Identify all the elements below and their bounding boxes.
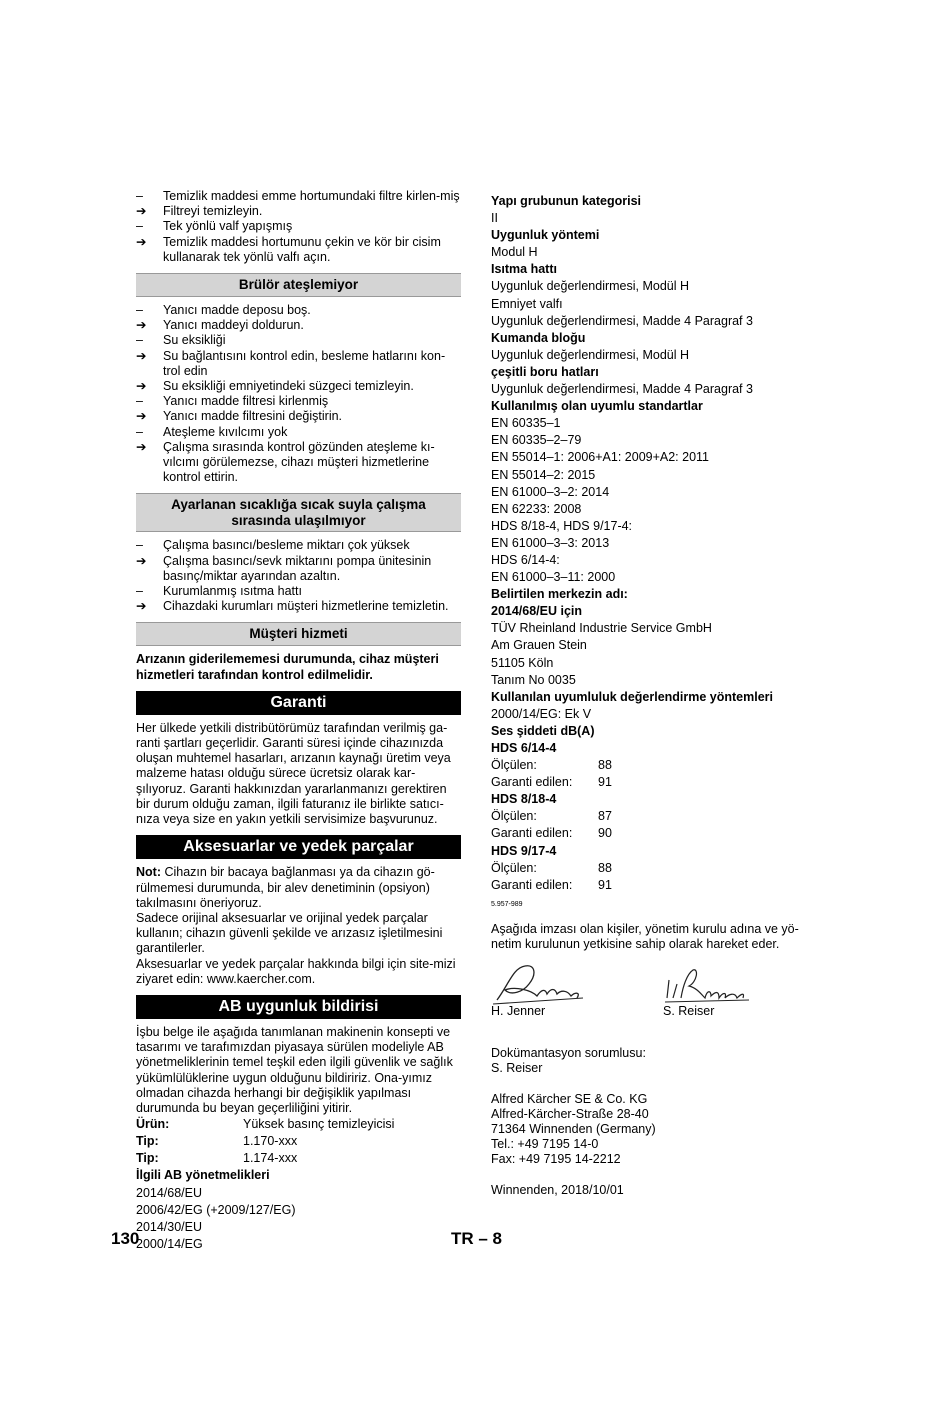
list-item-text: Su eksikliği [163,333,226,348]
declaration-details [491,193,821,740]
temperature-troubleshooting-list [136,538,461,614]
directives-list [136,1185,461,1253]
list-item-text: Çalışma basıncı/sevk miktarını pompa ünitesinin basınç/miktar ayarından azaltın. [163,553,432,583]
spacer [491,1168,821,1183]
company-address-line: Tel.: +49 7195 14-0 [491,1137,599,1152]
dash-marker: – [136,189,143,203]
sound-value: 88 [598,758,612,773]
dash-marker: – [136,584,143,599]
sound-guaranteed-row [491,825,821,842]
arrow-icon: ➔ [136,553,147,568]
detail-line: Uygunluk değerlendirmesi, Modül H [491,347,690,362]
document-number: 5.957-989 [491,900,523,908]
sound-model: HDS 6/14-4 [491,741,557,755]
type-label: Tip: [136,1134,159,1149]
section-heading-customer-service: Müşteri hizmeti [136,622,461,646]
detail-line: Modul H [491,245,538,260]
product-value: Yüksek basınç temizleyicisi [243,1117,395,1132]
section-heading-burner: Brülör ateşlemiyor [136,273,461,297]
accessories-note [136,865,461,911]
warranty-text: Her ülkede yetkili distribütörümüz tarafından verilmiş ga-ranti şartları geçerlidir. Garanti süresi içinde cihazınızda oluşan muhtemel hasarları, arızanın kaynağı üretim veya malzeme hatası olduğu sürece ücretsiz olarak kar-şılıyoruz. Garanti hakkınızdan yararlanmanızı gerektiren bir durum olduğu zaman, ilgili faturanız ile birlikte satıcı-nıza veya size en yakın yetkili servisimize başvurunuz. [136,720,451,827]
arrow-icon: ➔ [136,234,147,249]
directive-item: 2000/14/EG [136,1236,203,1251]
spacer [491,1022,821,1046]
arrow-icon: ➔ [136,409,147,424]
sound-label: Garanti edilen: [491,877,573,892]
sound-model: HDS 8/18-4 [491,792,557,807]
list-item [136,303,461,318]
burner-troubleshooting-list [136,303,461,485]
spacer [491,1077,821,1092]
sound-measured-row [491,757,821,774]
detail-line: Uygunluk değerlendirmesi, Madde 4 Paragraf 3 [491,313,753,328]
sound-guaranteed-row [491,877,821,894]
list-item [136,538,461,553]
detail-line: TÜV Rheinland Industrie Service GmbH [491,621,712,636]
list-item [136,349,461,379]
signer-reiser-name: S. Reiser [663,1004,715,1019]
list-item [136,219,461,234]
list-item-text: Ateşleme kıvılcımı yok [163,424,288,439]
detail-line: EN 61000–3–3: 2013 [491,535,610,550]
sound-label: Ölçülen: [491,809,537,824]
list-item [136,379,461,394]
dash-marker: – [136,303,143,318]
signatures [491,960,821,1022]
place-date: Winnenden, 2018/10/01 [491,1182,624,1197]
arrow-icon: ➔ [136,379,147,394]
list-item [136,333,461,348]
sound-guaranteed-row [491,774,821,791]
list-item [136,584,461,599]
page-number: 130 [111,1229,140,1248]
sound-value: 91 [598,775,612,790]
dash-marker: – [136,538,143,553]
detail-heading: Kullanılmış olan uyumlu standartlar [491,399,703,414]
detail-heading: Kumanda bloğu [491,330,586,345]
list-item-text: Çalışma basıncı/besleme miktarı çok yüksek [163,538,410,553]
accessories-paragraph: Sadece orijinal aksesuarlar ve orijinal yedek parçalar kullanın; cihazın güvenli şekilde ve arızasız işletilmesini garantilerler. [136,910,443,956]
detail-line: HDS 8/18-4, HDS 9/17-4: [491,518,633,533]
sound-level-list [491,740,821,894]
list-item-text: Yanıcı madde deposu boş. [163,303,311,318]
list-item-text: Yanıcı madde filtresi kirlenmiş [163,394,329,409]
list-item-text: Yanıcı maddeyi doldurun. [163,318,304,333]
detail-heading: Uygunluk yöntemi [491,228,600,243]
note-label: Not: [136,865,161,880]
list-item-text: Temizlik maddesi hortumunu çekin ve kör bir cisim kullanarak tek yönlü valfı açın. [163,234,441,264]
directive-item: 2014/68/EU [136,1185,203,1200]
note-text: Cihazın bir bacaya bağlanması ya da cihazın gö-rülmemesi durumunda, bir alev denetiminin (opsiyon) takılmasını öneriyoruz. [136,865,435,910]
list-item [136,599,461,614]
directive-item: 2014/30/EU [136,1219,203,1234]
directive-item: 2006/42/EG (+2009/127/EG) [136,1202,296,1217]
detail-line: EN 61000–3–2: 2014 [491,484,610,499]
type-row-1 [136,1133,461,1150]
list-item [136,440,461,486]
detail-heading: çeşitli boru hatları [491,364,599,379]
type-row-2 [136,1150,461,1167]
type-value: 1.170-xxx [243,1134,298,1149]
list-item-text: Tek yönlü valf yapışmış [163,219,293,234]
signature-reiser-graphic [663,960,753,1006]
sound-label: Garanti edilen: [491,775,573,790]
section-heading-temperature: Ayarlanan sıcaklığa sıcak suyla çalışma sırasında ulaşılmıyor [136,493,461,532]
arrow-icon: ➔ [136,204,147,219]
detail-line: II [491,211,498,226]
detail-line: Emniyet valfı [491,296,563,311]
sound-label: Garanti edilen: [491,826,573,841]
list-item-text: Cihazdaki kurumları müşteri hizmetlerine temizletin. [163,599,449,614]
company-address-line: 71364 Winnenden (Germany) [491,1122,656,1137]
detail-line: Uygunluk değerlendirmesi, Madde 4 Paragraf 3 [491,382,753,397]
detail-line: 51105 Köln [491,655,554,670]
detail-line: EN 55014–2: 2015 [491,467,596,482]
list-item-text: Temizlik maddesi emme hortumundaki filtre kirlen-miş [163,189,460,203]
detail-line: 2000/14/EG: Ek V [491,706,592,721]
list-item [136,204,461,219]
company-address-line: Alfred-Kärcher-Straße 28-40 [491,1106,649,1121]
sound-label: Ölçülen: [491,860,537,875]
detail-line: EN 62233: 2008 [491,501,582,516]
signers-note: Aşağıda imzası olan kişiler, yönetim kurulu adına ve yö-netim kurulunun yetkisine sahip olarak hareket eder. [491,921,799,952]
customer-service-text: Arızanın giderilememesi durumunda, cihaz müşteri hizmetleri tarafından kontrol edilmelidir. [136,652,439,682]
section-heading-eu-declaration: AB uygunluk bildirisi [136,995,461,1019]
section-code: TR – 8 [451,1229,503,1248]
list-item [136,409,461,424]
sound-measured-row [491,808,821,825]
detail-line: EN 60335–2–79 [491,433,582,448]
right-column [491,193,821,1198]
list-item-text: Filtreyi temizleyin. [163,204,263,219]
sound-value: 91 [598,877,612,892]
eu-declaration-text: İşbu belge ile aşağıda tanımlanan makinenin konsepti ve tasarımı ve tarafımızdan piyasaya sürülen modeliyle AB yönetmeliklerinin temel teşkil eden ilgili güvenlik ve sağlık yükümlülüklerine uygun olduğunu bildiririz. Ona-yımız olmadan cihazda herhangi bir değişiklik yapılması durumunda bu beyan geçerliliğini yitirir. [136,1024,453,1115]
type-value: 1.174-xxx [243,1151,298,1166]
arrow-icon: ➔ [136,348,147,363]
company-address [491,1092,821,1168]
dash-marker: – [136,394,143,409]
detail-line: EN 55014–1: 2006+A1: 2009+A2: 2011 [491,450,710,465]
dash-marker: – [136,333,143,348]
intro-troubleshooting-list [136,189,461,265]
detail-line: EN 60335–1 [491,416,561,431]
dash-marker: – [136,424,143,439]
detail-heading: Belirtilen merkezin adı: [491,587,628,602]
product-label: Ürün: [136,1117,170,1132]
arrow-icon: ➔ [136,318,147,333]
sound-value: 87 [598,809,612,824]
list-item [136,394,461,409]
list-item [136,318,461,333]
signature-jenner [491,960,591,1019]
accessories-website-paragraph: Aksesuarlar ve yedek parçalar hakkında bilgi için site-mizi ziyaret edin: www.kaercher.com. [136,956,456,986]
signature-jenner-graphic [491,960,591,1006]
sound-measured-row [491,860,821,877]
detail-line: Am Grauen Stein [491,638,587,653]
sound-value: 90 [598,826,612,841]
doc-responsible-label: Dokümantasyon sorumlusu: [491,1046,646,1061]
list-item [136,425,461,440]
company-address-line: Fax: +49 7195 14-2212 [491,1152,621,1167]
arrow-icon: ➔ [136,599,147,614]
dash-marker: – [136,219,143,234]
sound-value: 88 [598,860,612,875]
detail-heading: Yapı grubunun kategorisi [491,194,642,208]
list-item-text: Çalışma sırasında kontrol gözünden ateşleme kı-vılcımı görülemezse, cihazı müşteri hizmetlerine kontrol ettirin. [163,439,435,485]
detail-line: Uygunluk değerlendirmesi, Modül H [491,279,690,294]
sound-model: HDS 9/17-4 [491,843,557,858]
signer-jenner-name: H. Jenner [491,1004,546,1019]
signature-reiser [663,960,753,1019]
section-heading-accessories: Aksesuarlar ve yedek parçalar [136,835,461,859]
detail-heading: 2014/68/EU için [491,604,583,619]
directives-title: İlgili AB yönetmelikleri [136,1168,270,1183]
detail-line: HDS 6/14-4: [491,552,560,567]
type-label: Tip: [136,1151,159,1166]
list-item-text: Su bağlantısını kontrol edin, besleme hatlarını kon-trol edin [163,348,446,378]
list-item [136,235,461,265]
left-column [136,189,461,1253]
detail-line: EN 61000–3–11: 2000 [491,570,616,585]
list-item-text: Su eksikliği emniyetindeki süzgeci temizleyin. [163,379,414,394]
product-row [136,1116,461,1133]
section-heading-warranty: Garanti [136,691,461,715]
doc-responsible-name: S. Reiser [491,1061,543,1076]
company-address-line: Alfred Kärcher SE & Co. KG [491,1091,648,1106]
detail-heading: Isıtma hattı [491,262,557,277]
list-item [136,554,461,584]
list-item [136,189,461,204]
list-item-text: Yanıcı madde filtresini değiştirin. [163,409,343,424]
detail-heading: Ses şiddeti dB(A) [491,723,595,738]
arrow-icon: ➔ [136,439,147,454]
detail-line: Tanım No 0035 [491,672,576,687]
sound-label: Ölçülen: [491,758,537,773]
detail-heading: Kullanılan uyumluluk değerlendirme yöntemleri [491,689,774,704]
list-item-text: Kurumlanmış ısıtma hattı [163,584,302,599]
